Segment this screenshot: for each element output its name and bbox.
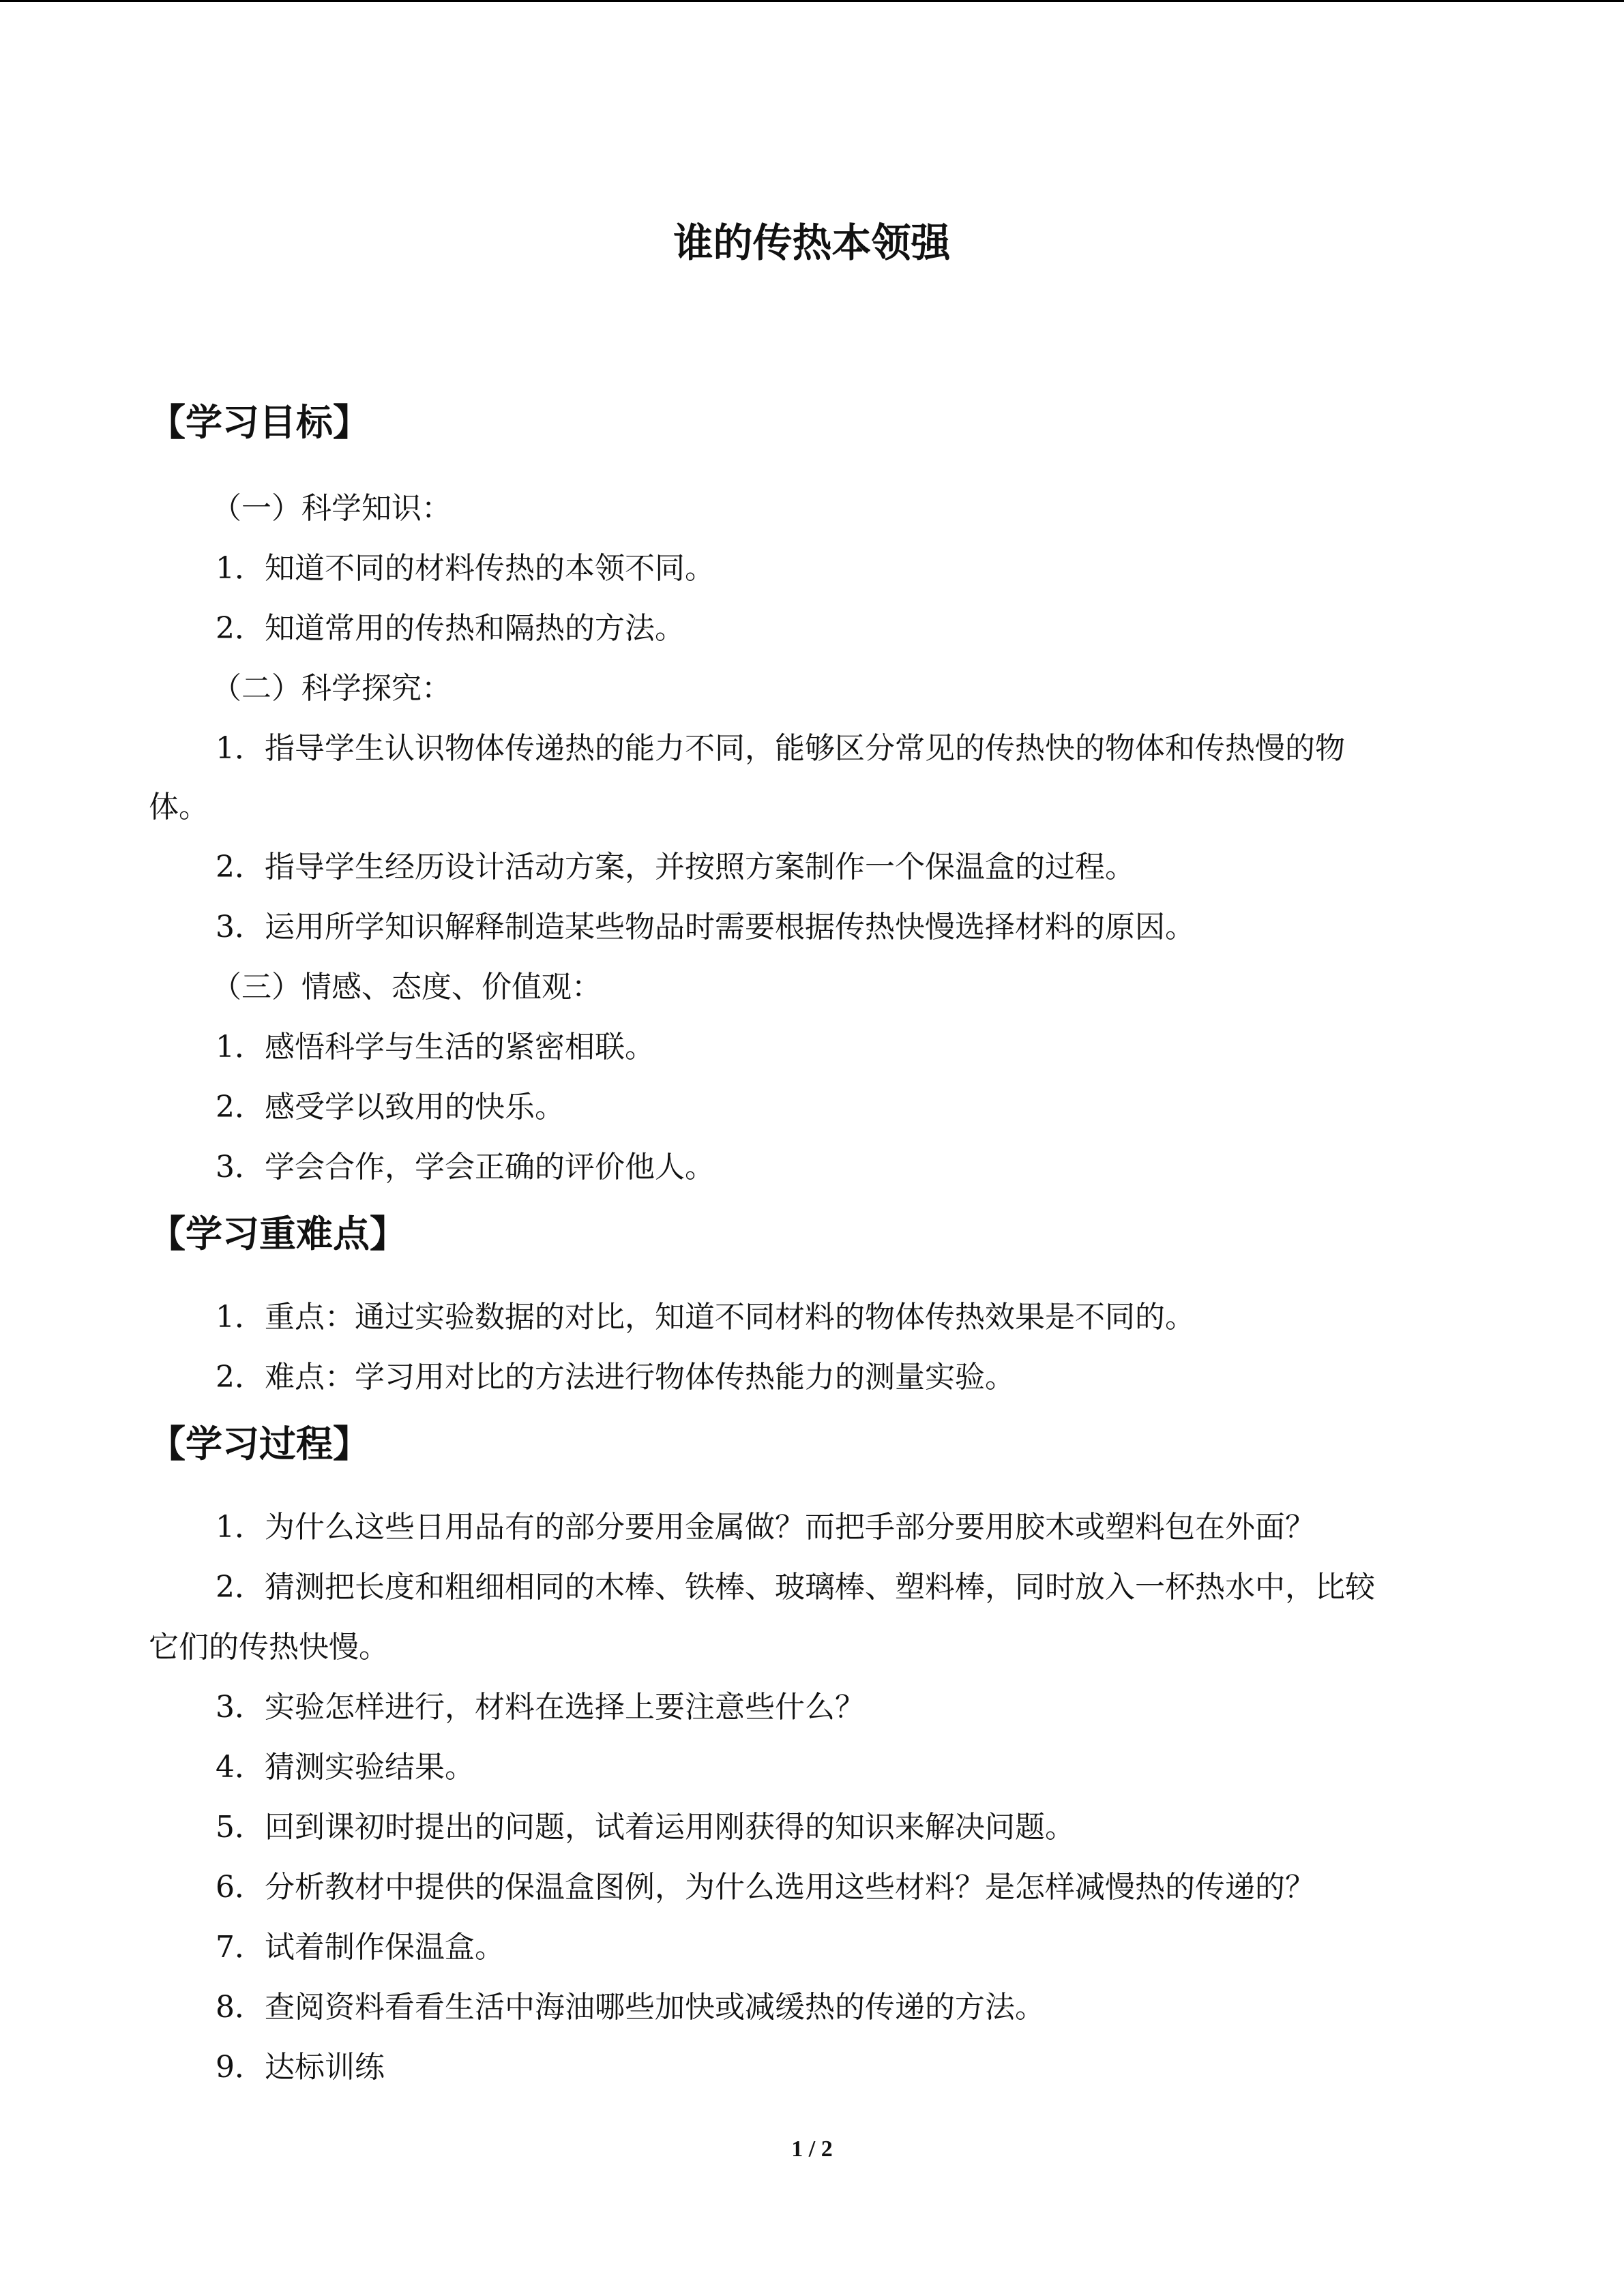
objectives-line: 2．知道常用的传热和隔热的方法。 bbox=[216, 611, 685, 646]
objectives-line: 1．指导学生认识物体传递热的能力不同，能够区分常见的传热快的物体和传热慢的物 bbox=[216, 731, 1345, 766]
section-heading-keypoints: 【学习重难点】 bbox=[149, 1212, 407, 1255]
objectives-line: 2．感受学以致用的快乐。 bbox=[216, 1090, 565, 1124]
process-line: 7．试着制作保温盒。 bbox=[216, 1930, 505, 1965]
process-line: 4．猜测实验结果。 bbox=[216, 1750, 475, 1785]
objectives-line: 2．指导学生经历设计活动方案，并按照方案制作一个保温盒的过程。 bbox=[216, 850, 1135, 884]
process-line: 5．回到课初时提出的问题，试着运用刚获得的知识来解决问题。 bbox=[216, 1810, 1075, 1845]
document-title: 谁的传热本领强 bbox=[673, 220, 951, 266]
page-number: 1 / 2 bbox=[791, 2136, 833, 2162]
objectives-subheading-values: （三）情感、态度、价值观： bbox=[211, 970, 602, 1004]
process-line: 9．达标训练 bbox=[216, 2050, 385, 2085]
process-line: 1．为什么这些日用品有的部分要用金属做？而把手部分要用胶木或塑料包在外面？ bbox=[216, 1510, 1315, 1545]
process-line-continuation: 它们的传热快慢。 bbox=[149, 1630, 389, 1665]
process-line: 2．猜测把长度和粗细相同的木棒、铁棒、玻璃棒、塑料棒，同时放入一杯热水中，比较 bbox=[216, 1570, 1375, 1605]
objectives-subheading-inquiry: （二）科学探究： bbox=[211, 671, 452, 706]
keypoints-line: 1．重点：通过实验数据的对比，知道不同材料的物体传热效果是不同的。 bbox=[216, 1300, 1195, 1335]
section-heading-process: 【学习过程】 bbox=[149, 1422, 370, 1465]
objectives-line-continuation: 体。 bbox=[149, 790, 209, 824]
objectives-line: 1．知道不同的材料传热的本领不同。 bbox=[216, 551, 715, 586]
keypoints-line: 2．难点：学习用对比的方法进行物体传热能力的测量实验。 bbox=[216, 1360, 1015, 1395]
process-line: 3．实验怎样进行，材料在选择上要注意些什么？ bbox=[216, 1690, 865, 1725]
objectives-subheading-knowledge: （一）科学知识： bbox=[211, 491, 452, 526]
process-line: 6．分析教材中提供的保温盒图例，为什么选用这些材料？是怎样减慢热的传递的？ bbox=[216, 1870, 1315, 1905]
objectives-line: 1．感悟科学与生活的紧密相联。 bbox=[216, 1030, 655, 1064]
objectives-line: 3．学会合作，学会正确的评价他人。 bbox=[216, 1150, 715, 1184]
objectives-line: 3．运用所学知识解释制造某些物品时需要根据传热快慢选择材料的原因。 bbox=[216, 910, 1195, 944]
section-heading-objectives: 【学习目标】 bbox=[149, 401, 370, 444]
process-line: 8．查阅资料看看生活中海油哪些加快或减缓热的传递的方法。 bbox=[216, 1990, 1045, 2025]
top-border-line bbox=[0, 0, 1624, 2]
